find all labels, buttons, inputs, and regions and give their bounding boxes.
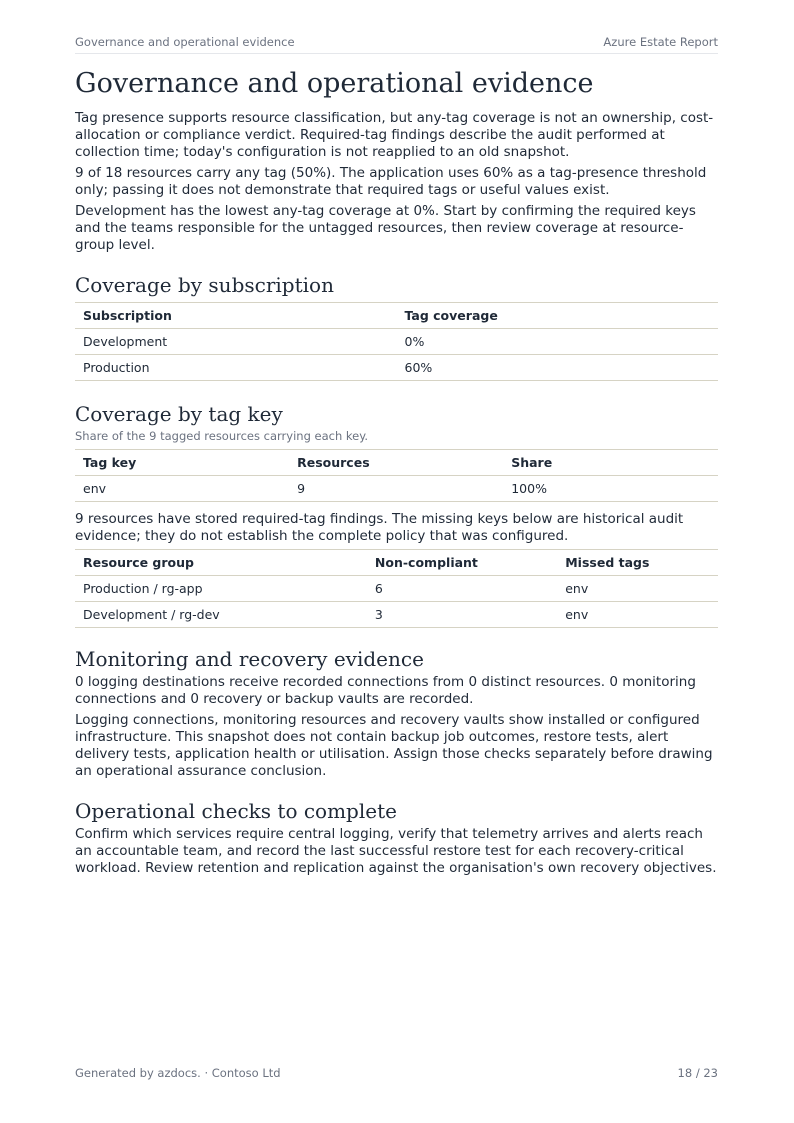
table-cell: env xyxy=(557,602,718,628)
running-header xyxy=(75,35,718,54)
table-cell: 0% xyxy=(397,329,719,355)
page-number: 18 / 23 xyxy=(677,1066,718,1080)
required-tag-findings-table xyxy=(75,549,718,628)
tagkey-note: Share of the 9 tagged resources carrying each key. xyxy=(75,429,369,443)
intro-paragraph-1: Tag presence supports resource classification, but any-tag coverage is not an ownership, cost-allocation or compliance verdict. Required-tag findings describe the audit performed at collection time; today's configuration is not reapplied to an old snapshot. xyxy=(75,110,714,160)
monitoring-heading: Monitoring and recovery evidence xyxy=(75,647,424,671)
table-header-row xyxy=(75,450,718,476)
subscription-coverage-table xyxy=(75,302,718,381)
table-row xyxy=(75,355,718,381)
table-cell: Production xyxy=(75,355,397,381)
subscription-heading: Coverage by subscription xyxy=(75,273,334,297)
intro-paragraph-3: Development has the lowest any-tag coverage at 0%. Start by confirming the required keys and the teams responsible for the untagged resources, then review coverage at resource-group level. xyxy=(75,203,696,253)
column-header: Tag key xyxy=(75,450,289,476)
table-cell: 6 xyxy=(367,576,557,602)
table-row xyxy=(75,476,718,502)
table-header-row xyxy=(75,303,718,329)
column-header: Missed tags xyxy=(557,550,718,576)
column-header: Resources xyxy=(289,450,503,476)
page-content xyxy=(75,66,718,881)
running-footer xyxy=(75,1066,718,1080)
column-header: Non-compliant xyxy=(367,550,557,576)
footer-generator: Generated by azdocs. · Contoso Ltd xyxy=(75,1066,281,1080)
header-section-title: Governance and operational evidence xyxy=(75,35,295,49)
table-cell: 100% xyxy=(503,476,718,502)
column-header: Share xyxy=(503,450,718,476)
table-cell: 3 xyxy=(367,602,557,628)
table-cell: 9 xyxy=(289,476,503,502)
column-header: Subscription xyxy=(75,303,397,329)
checks-heading: Operational checks to complete xyxy=(75,799,397,823)
page-title: Governance and operational evidence xyxy=(75,68,594,99)
table-cell: Development / rg-dev xyxy=(75,602,367,628)
checks-paragraph: Confirm which services require central logging, verify that telemetry arrives and alerts reach an accountable team, and record the last successful restore test for each recovery-critical workload. Review retention and replication against the organisation's own recovery objectives. xyxy=(75,826,717,876)
monitoring-paragraph-1: 0 logging destinations receive recorded connections from 0 distinct resources. 0 monitoring connections and 0 recovery or backup vaults are recorded. xyxy=(75,674,696,707)
tagkey-heading: Coverage by tag key xyxy=(75,402,283,426)
intro-paragraph-2: 9 of 18 resources carry any tag (50%). The application uses 60% as a tag-presence threshold only; passing it does not demonstrate that required tags or useful values exist. xyxy=(75,165,707,198)
column-header: Tag coverage xyxy=(397,303,719,329)
table-header-row xyxy=(75,550,718,576)
table-cell: env xyxy=(557,576,718,602)
report-page xyxy=(75,0,718,1123)
table-row xyxy=(75,602,718,628)
tagkey-coverage-table xyxy=(75,449,718,502)
header-report-title: Azure Estate Report xyxy=(603,35,718,49)
findings-paragraph: 9 resources have stored required-tag findings. The missing keys below are historical audit evidence; they do not establish the complete policy that was configured. xyxy=(75,511,684,544)
table-row xyxy=(75,576,718,602)
table-cell: Development xyxy=(75,329,397,355)
table-row xyxy=(75,329,718,355)
table-cell: env xyxy=(75,476,289,502)
table-cell: 60% xyxy=(397,355,719,381)
table-cell: Production / rg-app xyxy=(75,576,367,602)
column-header: Resource group xyxy=(75,550,367,576)
monitoring-paragraph-2: Logging connections, monitoring resources and recovery vaults show installed or configured infrastructure. This snapshot does not contain backup job outcomes, restore tests, alert delivery tests, application health or utilisation. Assign those checks separately before drawing an operational assurance conclusion. xyxy=(75,712,713,779)
